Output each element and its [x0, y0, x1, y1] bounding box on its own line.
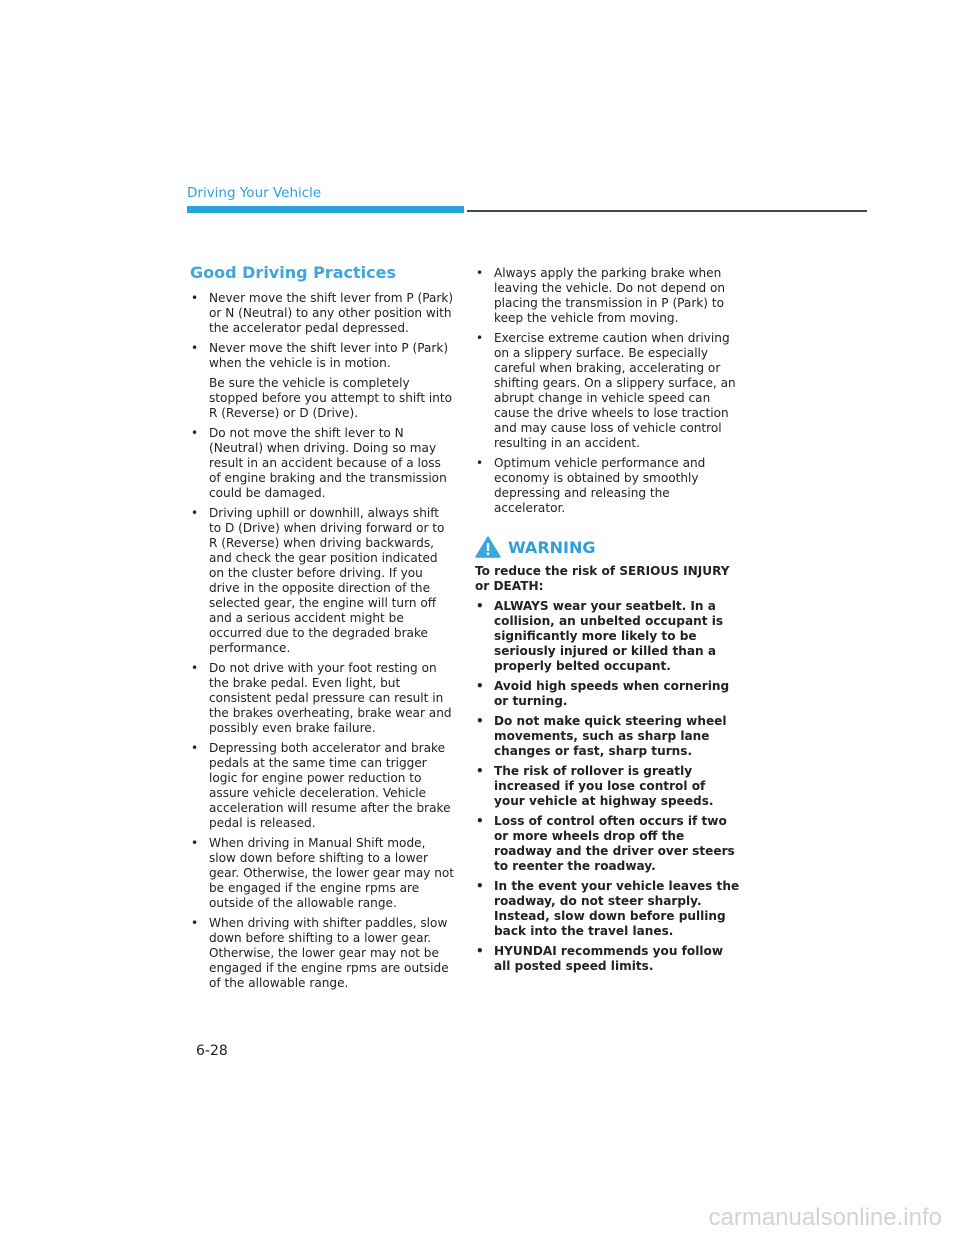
list-item-text: • When driving in Manual Shift mode, slow down before shifting to a lower gear. Otherwise, the lower gear may not be engaged if the engine rpms are outside of the allowable range.	[209, 836, 455, 910]
header-accent-rule	[187, 206, 464, 213]
section-title: Driving Your Vehicle	[187, 185, 322, 201]
list-item: • ALWAYS wear your seatbelt. In a collision, an unbelted occupant is significantly more likely to be seriously injured or killed than a properly belted occupant.	[475, 599, 740, 674]
practices-list-continued	[475, 266, 740, 516]
list-item: • HYUNDAI recommends you follow all posted speed limits.	[475, 944, 740, 974]
list-item	[190, 836, 455, 911]
list-item-text: • Depressing both accelerator and brake pedals at the same time can trigger logic for engine power reduction to assure vehicle deceleration. Vehicle acceleration will resume after the brake pedal is released.	[209, 741, 451, 830]
list-item	[190, 916, 455, 991]
list-item	[475, 331, 740, 451]
warning-list	[475, 599, 740, 974]
watermark: carmanualsonline.info	[708, 1204, 942, 1231]
list-item-text: • Never move the shift lever from P (Park) or N (Neutral) to any other position with the accelerator pedal depressed.	[209, 291, 454, 335]
list-item-text: • Driving uphill or downhill, always shift to D (Drive) when driving forward or to R (Reverse) when driving backwards, and check the gear position indicated on the cluster before driving. If you drive in the opposite direction of the selected gear, the engine will turn off and a serious accident might be occurred due to the degraded brake performance.	[209, 506, 445, 655]
list-item-text: • Optimum vehicle performance and economy is obtained by smoothly depressing and releasing the accelerator.	[494, 456, 706, 515]
list-item: • In the event your vehicle leaves the roadway, do not steer sharply. Instead, slow down before pulling back into the travel lanes.	[475, 879, 740, 939]
list-item	[475, 266, 740, 326]
list-item	[190, 661, 455, 736]
list-item-text: • Exercise extreme caution when driving on a slippery surface. Be especially careful when braking, accelerating or shifting gears. On a slippery surface, an abrupt change in vehicle speed can cause the drive wheels to lose traction and may cause loss of vehicle control resulting in an accident.	[494, 331, 736, 450]
list-item-text: • Do not move the shift lever to N (Neutral) when driving. Doing so may result in an accident because of a loss of engine braking and the transmission could be damaged.	[209, 426, 447, 500]
page-number: 6-28	[196, 1043, 228, 1059]
list-item	[475, 456, 740, 516]
warning-triangle-icon	[475, 536, 501, 558]
list-item	[190, 506, 455, 656]
list-item-text: • Never move the shift lever into P (Park) when the vehicle is in motion.	[209, 341, 449, 370]
list-item-text: Be sure the vehicle is completely stopped before you attempt to shift into R (Reverse) or D (Drive).	[209, 376, 453, 420]
warning-header	[475, 536, 740, 558]
list-item-text: • Always apply the parking brake when leaving the vehicle. Do not depend on placing the transmission in P (Park) to keep the vehicle from moving.	[494, 266, 726, 325]
right-column	[475, 266, 740, 979]
warning-box	[475, 536, 740, 974]
section-heading: Good Driving Practices	[190, 263, 397, 282]
list-item	[190, 291, 455, 336]
list-item-text: • When driving with shifter paddles, slow down before shifting to a lower gear. Otherwise, the lower gear may not be engaged if the engine rpms are outside of the allowable range.	[209, 916, 449, 990]
list-item-text: • Do not drive with your foot resting on the brake pedal. Even light, but consistent pedal pressure can result in the brakes overheating, brake wear and possibly even brake failure.	[209, 661, 452, 735]
list-item	[190, 426, 455, 501]
left-column	[190, 262, 455, 996]
list-item	[190, 341, 455, 421]
list-item: • The risk of rollover is greatly increased if you lose control of your vehicle at highway speeds.	[475, 764, 740, 809]
list-item: • Avoid high speeds when cornering or turning.	[475, 679, 740, 709]
list-item: • Loss of control often occurs if two or more wheels drop off the roadway and the driver over steers to reenter the roadway.	[475, 814, 740, 874]
practices-list	[190, 291, 455, 991]
warning-label: WARNING	[508, 537, 596, 557]
list-item: • Do not make quick steering wheel movements, such as sharp lane changes or fast, sharp turns.	[475, 714, 740, 759]
warning-intro: To reduce the risk of SERIOUS INJURY or DEATH:	[475, 564, 730, 593]
list-item	[190, 741, 455, 831]
header-divider-rule	[467, 210, 867, 212]
